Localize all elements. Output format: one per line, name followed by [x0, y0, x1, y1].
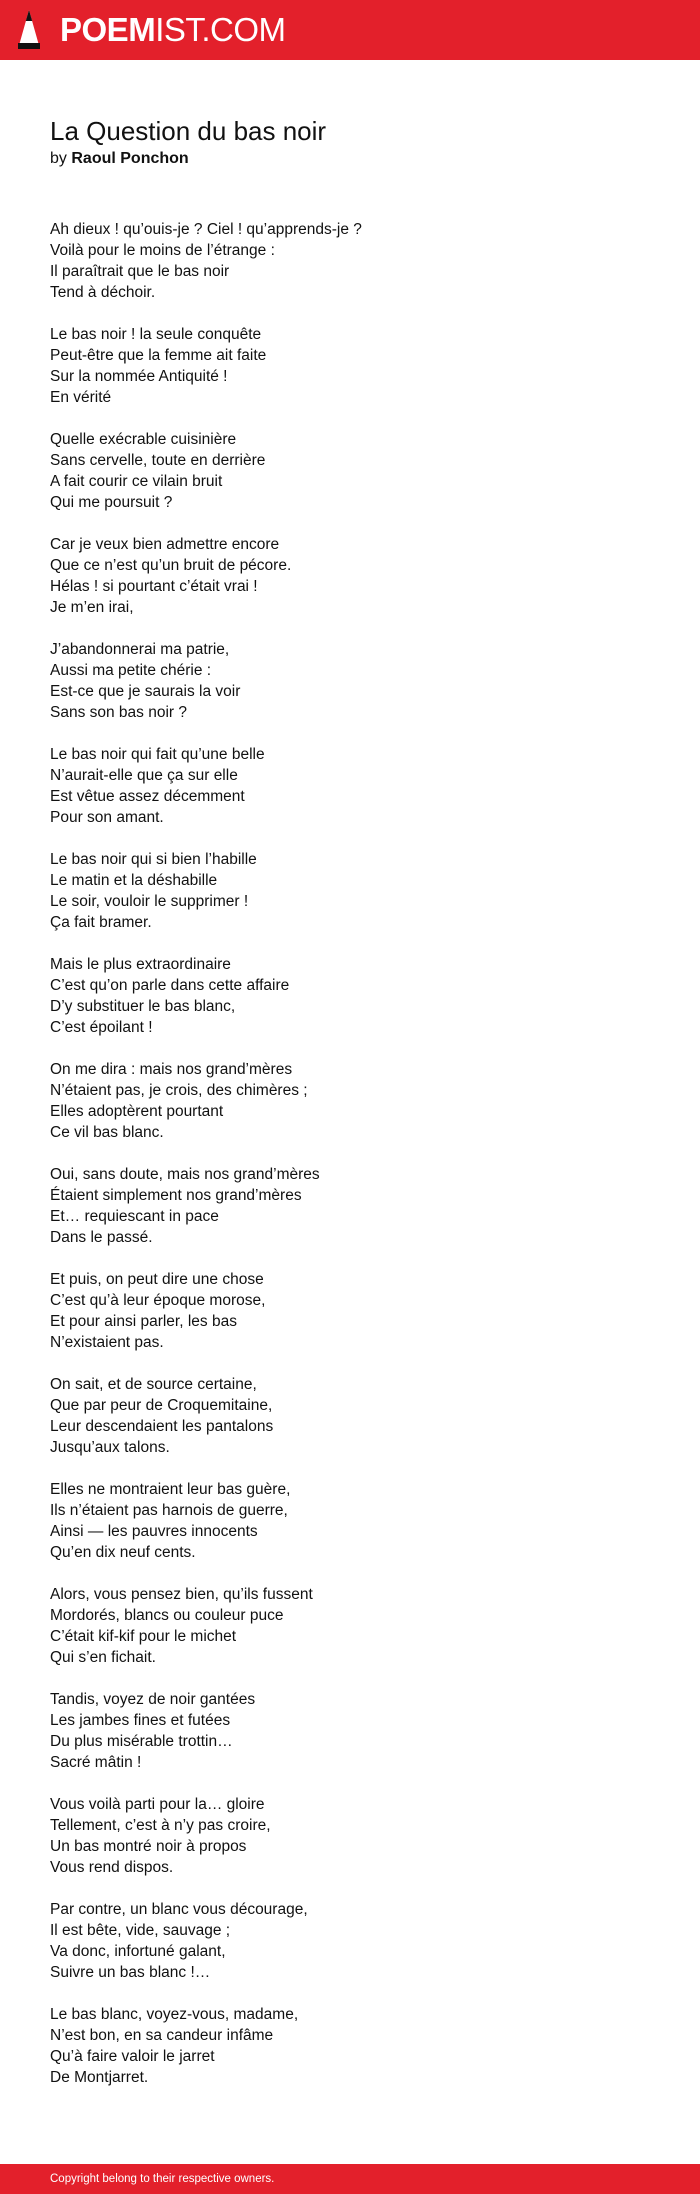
verse-line: D’y substituer le bas blanc, — [50, 998, 236, 1015]
verse-line: Aussi ma petite chérie : — [50, 662, 212, 679]
verse-line: Elles ne montraient leur bas guère, — [50, 1481, 291, 1498]
stanza — [50, 1584, 650, 1668]
stanza — [50, 954, 650, 1038]
verse-line: Dans le passé. — [50, 1229, 153, 1246]
verse-line: Tellement, c’est à n’y pas croire, — [50, 1817, 271, 1834]
stanza — [50, 1269, 650, 1353]
stanza — [50, 849, 650, 933]
verse-line: Les jambes fines et futées — [50, 1712, 231, 1729]
verse-line: Oui, sans doute, mais nos grand’mères — [50, 1166, 320, 1183]
verse-line: Le bas noir ! la seule conquête — [50, 326, 262, 343]
verse-line: On me dira : mais nos grand’mères — [50, 1061, 293, 1078]
verse-line: Jusqu’aux talons. — [50, 1439, 170, 1456]
verse-line: Que ce n’est qu’un bruit de pécore. — [50, 557, 292, 574]
verse-line: De Montjarret. — [50, 2069, 149, 2086]
verse-line: N’étaient pas, je crois, des chimères ; — [50, 1082, 308, 1099]
stanza — [50, 429, 650, 513]
verse-line: Mordorés, blancs ou couleur puce — [50, 1607, 284, 1624]
verse-line: A fait courir ce vilain bruit — [50, 473, 223, 490]
verse-line: C’était kif-kif pour le michet — [50, 1628, 237, 1645]
stanza — [50, 1479, 650, 1563]
verse-line: Étaient simplement nos grand’mères — [50, 1187, 302, 1204]
verse-line: Car je veux bien admettre encore — [50, 536, 280, 553]
verse-line: Quelle exécrable cuisinière — [50, 431, 237, 448]
author-name: Raoul Ponchon — [71, 150, 189, 167]
stanza — [50, 219, 650, 303]
verse-line: Hélas ! si pourtant c’était vrai ! — [50, 578, 258, 595]
stanza — [50, 639, 650, 723]
stanza — [50, 534, 650, 618]
verse-line: Est vêtue assez décemment — [50, 788, 245, 805]
verse-line: Le bas blanc, voyez-vous, madame, — [50, 2006, 299, 2023]
poem-body — [50, 219, 650, 2109]
verse-line: Pour son amant. — [50, 809, 164, 826]
verse-line: Du plus misérable trottin… — [50, 1733, 233, 1750]
verse-line: Et… requiescant in pace — [50, 1208, 219, 1225]
verse-line: Sans son bas noir ? — [50, 704, 188, 721]
verse-line: Elles adoptèrent pourtant — [50, 1103, 224, 1120]
verse-line: Que par peur de Croquemitaine, — [50, 1397, 273, 1414]
verse-line: C’est qu’à leur époque morose, — [50, 1292, 266, 1309]
verse-line: On sait, et de source certaine, — [50, 1376, 257, 1393]
verse-line: C’est qu’on parle dans cette affaire — [50, 977, 290, 994]
verse-line: Qu’à faire valoir le jarret — [50, 2048, 215, 2065]
verse-line: Leur descendaient les pantalons — [50, 1418, 274, 1435]
verse-line: Est-ce que je saurais la voir — [50, 683, 241, 700]
stanza — [50, 1059, 650, 1143]
verse-line: Par contre, un blanc vous décourage, — [50, 1901, 308, 1918]
verse-line: Sacré mâtin ! — [50, 1754, 142, 1771]
verse-line: Le soir, vouloir le supprimer ! — [50, 893, 249, 910]
verse-line: En vérité — [50, 389, 112, 406]
verse-line: J’abandonnerai ma patrie, — [50, 641, 230, 658]
stanza — [50, 1164, 650, 1248]
site-logo[interactable] — [60, 11, 286, 49]
verse-line: Un bas montré noir à propos — [50, 1838, 247, 1855]
stanza — [50, 1374, 650, 1458]
verse-line: C’est époilant ! — [50, 1019, 153, 1036]
verse-line: Qui me poursuit ? — [50, 494, 173, 511]
site-header — [0, 0, 700, 60]
site-footer — [0, 2164, 700, 2194]
verse-line: Tend à déchoir. — [50, 284, 156, 301]
verse-line: Mais le plus extraordinaire — [50, 956, 231, 973]
verse-line: Et puis, on peut dire une chose — [50, 1271, 264, 1288]
verse-line: Le bas noir qui fait qu’une belle — [50, 746, 265, 763]
verse-line: Sur la nommée Antiquité ! — [50, 368, 228, 385]
stanza — [50, 324, 650, 408]
logo-bold-part: POEM — [60, 11, 156, 48]
pencil-tip-icon[interactable] — [16, 9, 42, 51]
copyright-text: Copyright belong to their respective owners. — [50, 2173, 275, 2185]
verse-line: Tandis, voyez de noir gantées — [50, 1691, 256, 1708]
verse-line: Voilà pour le moins de l’étrange : — [50, 242, 275, 259]
verse-line: N’aurait-elle que ça sur elle — [50, 767, 238, 784]
verse-line: Alors, vous pensez bien, qu’ils fussent — [50, 1586, 313, 1603]
verse-line: N’existaient pas. — [50, 1334, 164, 1351]
verse-line: Ce vil bas blanc. — [50, 1124, 164, 1141]
stanza — [50, 2004, 650, 2088]
logo-light-part: IST.COM — [155, 11, 286, 48]
verse-line: Il paraîtrait que le bas noir — [50, 263, 230, 280]
verse-line: Ainsi — les pauvres innocents — [50, 1523, 258, 1540]
poem-title: La Question du bas noir — [50, 116, 327, 146]
verse-line: Le matin et la déshabille — [50, 872, 218, 889]
stanza — [50, 1689, 650, 1773]
verse-line: Vous rend dispos. — [50, 1859, 174, 1876]
verse-line: Peut-être que la femme ait faite — [50, 347, 267, 364]
verse-line: Je m’en irai, — [50, 599, 134, 616]
by-label: by — [50, 150, 67, 167]
verse-line: Sans cervelle, toute en derrière — [50, 452, 266, 469]
stanza — [50, 1794, 650, 1878]
verse-line: Vous voilà parti pour la… gloire — [50, 1796, 265, 1813]
stanza — [50, 1899, 650, 1983]
verse-line: Il est bête, vide, sauvage ; — [50, 1922, 231, 1939]
stanza — [50, 744, 650, 828]
verse-line: N’est bon, en sa candeur infâme — [50, 2027, 274, 2044]
verse-line: Suivre un bas blanc !… — [50, 1964, 211, 1981]
verse-line: Qu’en dix neuf cents. — [50, 1544, 196, 1561]
verse-line: Ils n’étaient pas harnois de guerre, — [50, 1502, 288, 1519]
verse-line: Ça fait bramer. — [50, 914, 152, 931]
verse-line: Et pour ainsi parler, les bas — [50, 1313, 237, 1330]
verse-line: Va donc, infortuné galant, — [50, 1943, 226, 1960]
byline — [50, 148, 189, 170]
verse-line: Ah dieux ! qu’ouis-je ? Ciel ! qu’apprends-je ? — [50, 221, 362, 238]
verse-line: Le bas noir qui si bien l’habille — [50, 851, 257, 868]
verse-line: Qui s’en fichait. — [50, 1649, 156, 1666]
